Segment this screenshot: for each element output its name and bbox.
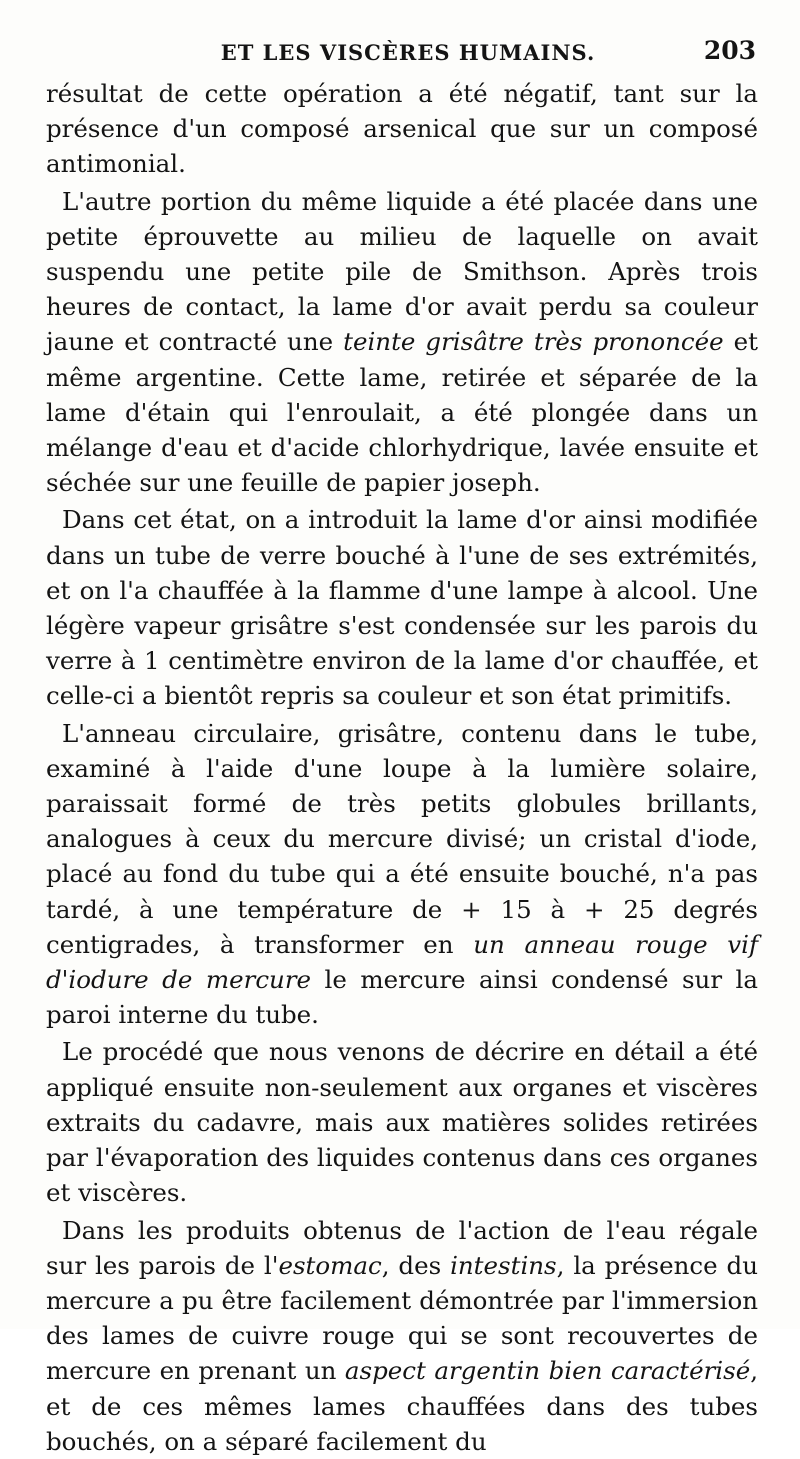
paragraph-text: Le procédé que nous venons de décrire en détail a été appliqué ensuite non-seulement aux organes et viscères extraits du cadavre, mais aux matières solides retirées par l'évaporation des liquides contenus dans ces organes et viscères.	[46, 1037, 758, 1208]
paragraph-text: , et de ces mêmes lames chauffées dans des tubes bouchés, on a séparé facilement du	[46, 1356, 759, 1456]
paragraph-text: L'autre portion du même liquide a été placée dans une petite éprouvette au milieu de laquelle on avait suspendu une petite pile de Smithson. Après trois heures de contact, la lame d'or avait perdu sa couleur jaune et contracté une	[46, 186, 758, 357]
paragraph-6	[46, 1213, 758, 1459]
paragraph-text: Dans les produits obtenus de l'action de l'eau régale sur les parois de l'	[46, 1215, 758, 1280]
emphasis-text: intestins	[450, 1250, 557, 1280]
emphasis-text: teinte grisâtre très prononcée	[343, 327, 724, 357]
emphasis-text: estomac	[278, 1250, 382, 1280]
paragraph-text: le mercure ainsi condensé sur la paroi interne du tube.	[46, 965, 758, 1030]
paragraph-text: Dans cet état, on a introduit la lame d'or ainsi modifiée dans un tube de verre bouché à l'une de ses extrémités, et on l'a chauffée à la flamme d'une lampe à alcool. Une légère vapeur grisâtre s'est condensée sur les parois du verre à 1 centimètre environ de la lame d'or chauffée, et celle-ci a bientôt repris sa couleur et son état primitifs.	[46, 505, 758, 711]
emphasis-text: aspect argentin bien caractérisé	[344, 1356, 751, 1386]
paragraph-text: résultat de cette opération a été négatif, tant sur la présence d'un composé arsenical que sur un composé antimonial.	[46, 79, 758, 179]
emphasis-text: un anneau rouge vif d'iodure de mercure	[46, 929, 759, 995]
paragraph-text: , la présence du mercure a pu être facilement démontrée par l'immersion des lames de cuivre rouge qui se sont recouvertes de mercure en prenant un	[46, 1250, 758, 1386]
paragraph-5	[46, 1034, 758, 1210]
paragraph-1	[46, 76, 758, 182]
running-title: ET LES VISCÈRES HUMAINS.	[220, 39, 596, 65]
running-head	[60, 34, 756, 70]
paragraph-4	[46, 716, 758, 1033]
paragraph-text: et même argentine. Cette lame, retirée et séparée de la lame d'étain qui l'enroulait, a été plongée dans un mélange d'eau et d'acide chlorhydrique, lavée ensuite et séchée sur une feuille de papier joseph.	[46, 327, 758, 498]
body-text	[46, 76, 758, 1459]
paragraph-text: L'anneau circulaire, grisâtre, contenu dans le tube, examiné à l'aide d'une loupe à la lumière solaire, paraissait formé de très petits globules brillants, analogues à ceux du mercure divisé; un cristal d'iode, placé au fond du tube qui a été ensuite bouché, n'a pas tardé, à une température de + 15 à + 25 degrés centigrades, à transformer en	[46, 718, 758, 959]
page-number: 203	[703, 36, 756, 65]
paragraph-2	[46, 184, 758, 501]
paragraph-3	[46, 502, 758, 713]
paragraph-text: , des	[381, 1250, 451, 1280]
